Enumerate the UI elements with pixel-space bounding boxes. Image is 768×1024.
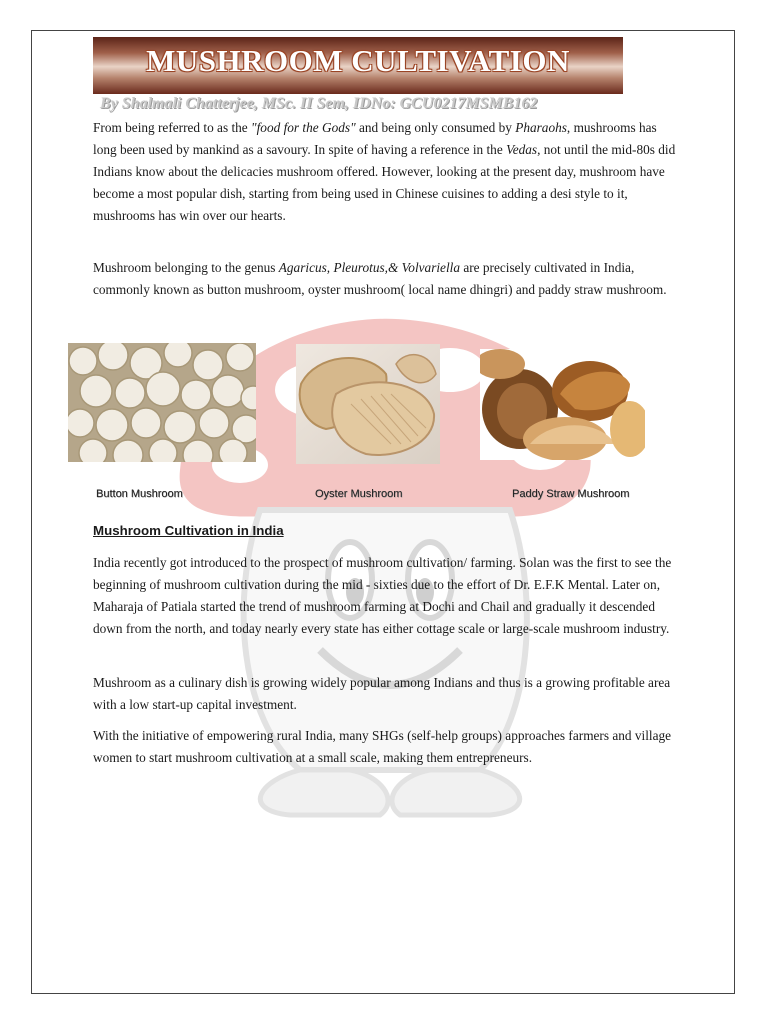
author-byline: By Shalmali Chatterjee, MSc. II Sem, IDNo: GCU0217MSMB162	[100, 95, 538, 112]
section-text: Mushroom as a culinary dish is growing widely popular among Indians and thus is a growing profitable area with a low start-up capital investment.	[93, 675, 671, 712]
section-heading: Mushroom Cultivation in India	[93, 523, 284, 538]
intro-paragraph-2	[93, 257, 681, 301]
document-title: MUSHROOM CULTIVATION	[146, 43, 570, 78]
intro-text: , not until the mid-80s did Indians know about the delicacies mushroom offered. However, looking at the present day, mushroom have become a most popular dish, starting from being used in Chinese cuisines to adding a desi style to it, mushrooms has win over our hearts.	[93, 142, 676, 223]
title-banner	[93, 37, 623, 94]
intro-quote: "food for the Gods"	[251, 120, 356, 135]
intro-paragraph-1	[93, 117, 681, 227]
intro-text: Mushroom belonging to the genus	[93, 260, 279, 275]
button-mushroom-caption: Button Mushroom	[96, 488, 183, 500]
oyster-mushroom-image	[296, 344, 440, 464]
intro-text: are precisely cultivated in India, commonly known as button mushroom, oyster mushroom( local name dhingri) and paddy straw mushroom.	[93, 260, 667, 297]
section-paragraph-1	[93, 552, 681, 640]
section-text: With the initiative of empowering rural India, many SHGs (self-help groups) approaches farmers and village women to start mushroom cultivation at a small scale, making them entrepreneurs.	[93, 728, 672, 765]
section-paragraph-2	[93, 672, 681, 716]
intro-vedas: Vedas	[506, 142, 538, 157]
intro-text: From being referred to as the	[93, 120, 252, 135]
intro-pharaohs: Pharaohs	[515, 120, 567, 135]
oyster-mushroom-caption: Oyster Mushroom	[315, 488, 403, 500]
paddy-straw-mushroom-image	[480, 349, 645, 460]
section-text: India recently got introduced to the prospect of mushroom cultivation/ farming. Solan was the first to see the beginning of mushroom cultivation during the mid - sixties due to the effort of Dr. E.F.K Mental. Later on, Maharaja of Patiala started the trend of mushroom farming at Dochi and Chail and gradually it descended down from the north, and today nearly every state has either cottage scale or large-scale mushroom industry.	[93, 555, 672, 636]
paddy-straw-mushroom-caption: Paddy Straw Mushroom	[512, 488, 630, 500]
intro-text: , mushrooms has long been used by mankind as a savoury. In spite of having a reference in the	[93, 120, 657, 157]
button-mushroom-image	[68, 343, 256, 462]
genus-names: Agaricus, Pleurotus,& Volvariella	[278, 260, 460, 275]
section-paragraph-3	[93, 725, 681, 769]
intro-text: and being only consumed by	[355, 120, 516, 135]
